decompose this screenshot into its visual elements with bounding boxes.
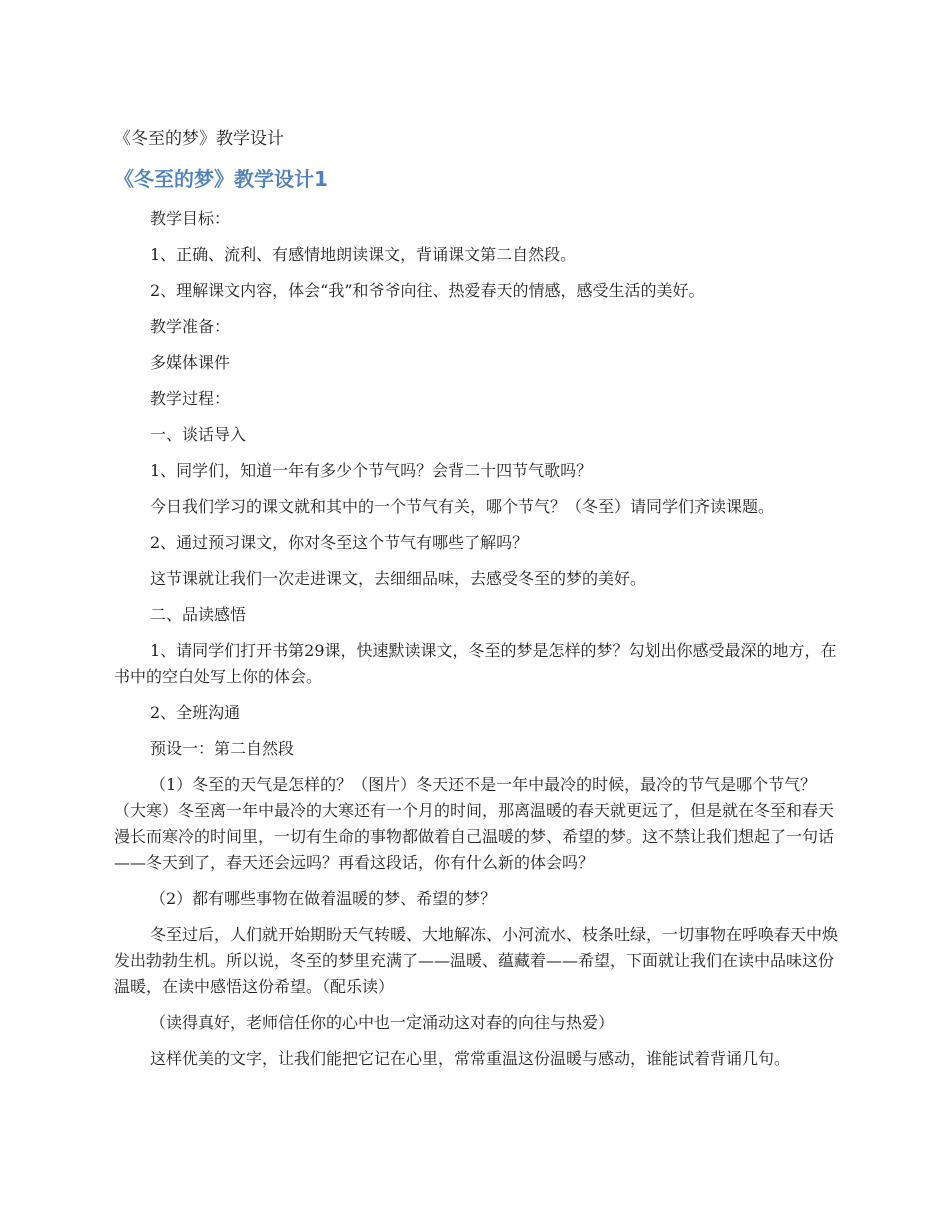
paragraph-preset-one: 预设一：第二自然段 <box>150 739 295 758</box>
paragraph-reading-task: 1、请同学们打开书第29课，快速默读课文，冬至的梦是怎样的梦？勾划出你感受最深的地方，在书中的空白处写上你的体会。 <box>114 641 837 686</box>
paragraph-process-label: 教学过程： <box>150 389 231 408</box>
section-heading: 《冬至的梦》教学设计1 <box>114 167 328 191</box>
paragraph-after-solstice: 冬至过后，人们就开始期盼天气转暖、大地解冻、小河流水、枝条吐绿，一切事物在呼唤春天中焕发出勃勃生机。所以说，冬至的梦里充满了——温暖、蕴藏着——希望，下面就让我们在读中品味这份温暖，在读中感悟这份希望。（配乐读） <box>114 925 839 996</box>
paragraph-lesson-intro: 这节课就让我们一次走进课文，去细细品味，去感受冬至的梦的美好。 <box>150 569 647 588</box>
paragraph-preparation-item: 多媒体课件 <box>150 353 231 372</box>
paragraph-section-two: 二、品读感悟 <box>150 605 247 624</box>
document-body <box>114 126 838 1082</box>
paragraph-question-1: 1、同学们，知道一年有多少个节气吗？会背二十四节气歌吗？ <box>150 461 593 480</box>
paragraph-dream-things: （2）都有哪些事物在做着温暖的梦、希望的梦？ <box>150 889 497 908</box>
paragraph-class-discussion: 2、全班沟通 <box>150 703 241 722</box>
paragraph-recitation: 这样优美的文字，让我们能把它记在心里，常常重温这份温暖与感动，谁能试着背诵几句。 <box>150 1049 791 1068</box>
paragraph-winter-weather: （1）冬至的天气是怎样的？（图片）冬天还不是一年中最冷的时候，最冷的节气是哪个节气？（大寒）冬至离一年中最冷的大寒还有一个月的时间，那离温暖的春天就更远了，但是就在冬至和春天漫长而寒冷的时间里，一切有生命的事物都做着自己温暖的梦、希望的梦。这不禁让我们想起了一句话——冬天到了，春天还会远吗？再看这段话，你有什么新的体会吗？ <box>114 775 835 872</box>
paragraph-question-2: 2、通过预习课文，你对冬至这个节气有哪些了解吗？ <box>150 533 529 552</box>
paragraph-objective-1: 1、正确、流利、有感情地朗读课文，背诵课文第二自然段。 <box>150 245 577 264</box>
paragraph-objectives-label: 教学目标： <box>150 209 231 228</box>
document-title: 《冬至的梦》教学设计 <box>114 129 284 149</box>
paragraph-teacher-praise: （读得真好，老师信任你的心中也一定涌动这对春的向往与热爱） <box>150 1013 615 1032</box>
paragraph-objective-2: 2、理解课文内容，体会“我”和爷爷向往、热爱春天的情感，感受生活的美好。 <box>150 281 705 300</box>
paragraph-section-one: 一、谈话导入 <box>150 425 247 444</box>
paragraph-preparation-label: 教学准备： <box>150 317 231 336</box>
paragraph-intro-topic: 今日我们学习的课文就和其中的一个节气有关，哪个节气？（冬至）请同学们齐读课题。 <box>150 497 775 516</box>
